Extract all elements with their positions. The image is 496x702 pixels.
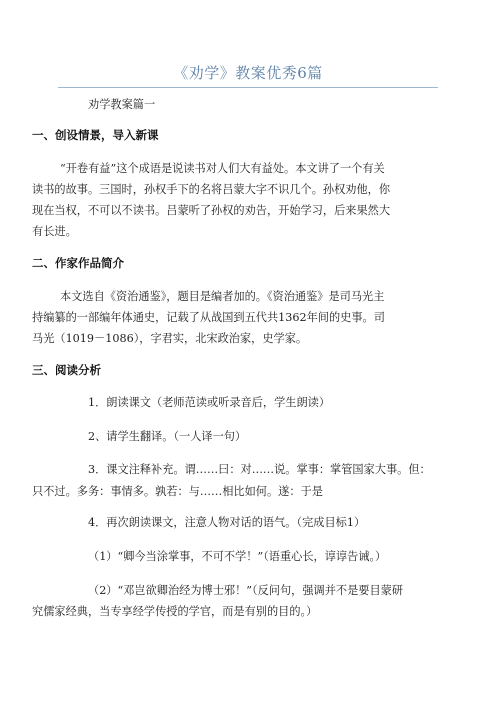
list-item: 1．朗读课文（老师范读或听录音后，学生朗读） <box>88 396 331 409</box>
paragraph-line: 马光（1019－1086），字君实，北宋政治家，史学家。 <box>32 332 308 345</box>
intro-paragraph: 劝学教案篇一 <box>88 98 156 111</box>
paragraph-line: 本文选自《资治通鉴》，题目是编者加的。《资治通鉴》是司马光主 <box>60 290 385 303</box>
list-item: 3．课文注释补充。谓……曰：对……说。掌事：掌管国家大事。但： <box>88 463 431 476</box>
paragraph-line: “开卷有益”这个成语是说读书对人们大有益处。本文讲了一个有关 <box>60 162 385 175</box>
paragraph-line: 有长进。 <box>32 225 77 238</box>
section-heading: 一、创设情景，导入新课 <box>32 128 159 142</box>
list-item: （2）“邓岂欲卿治经为博士邪！”（反问句，强调并不是要目蒙研 <box>88 584 404 597</box>
list-item: 4．再次朗读课文，注意人物对话的语气。（完成目标1） <box>88 516 366 529</box>
document-title: 《劝学》教案优秀6篇 <box>173 64 323 82</box>
section-heading: 二、作家作品简介 <box>32 256 124 270</box>
list-item: （1）“卿今当涂掌事，不可不学！”（语重心长，谆谆告诫。） <box>88 550 387 563</box>
paragraph-line: 现在当权，不可以不读书。吕蒙听了孙权的劝告，开始学习，后来果然大 <box>32 204 391 217</box>
list-item: 2、请学生翻译。（一人译一句） <box>88 430 247 443</box>
paragraph-line: 究儒家经典，当专享经学传授的学官，而是有别的目的。） <box>32 605 318 618</box>
paragraph-line: 只不过。多务：事情多。孰若：与……相比如何。遂：于是 <box>32 485 323 498</box>
section-heading: 三、阅读分析 <box>32 363 101 377</box>
paragraph-line: 读书的故事。三国时，孙权手下的名将吕蒙大字不识几个。孙权劝他，你 <box>32 183 391 196</box>
paragraph-line: 持编纂的一部编年体通史，记载了从战国到五代共1362年间的史事。司 <box>32 311 385 324</box>
title-underline <box>58 87 438 88</box>
